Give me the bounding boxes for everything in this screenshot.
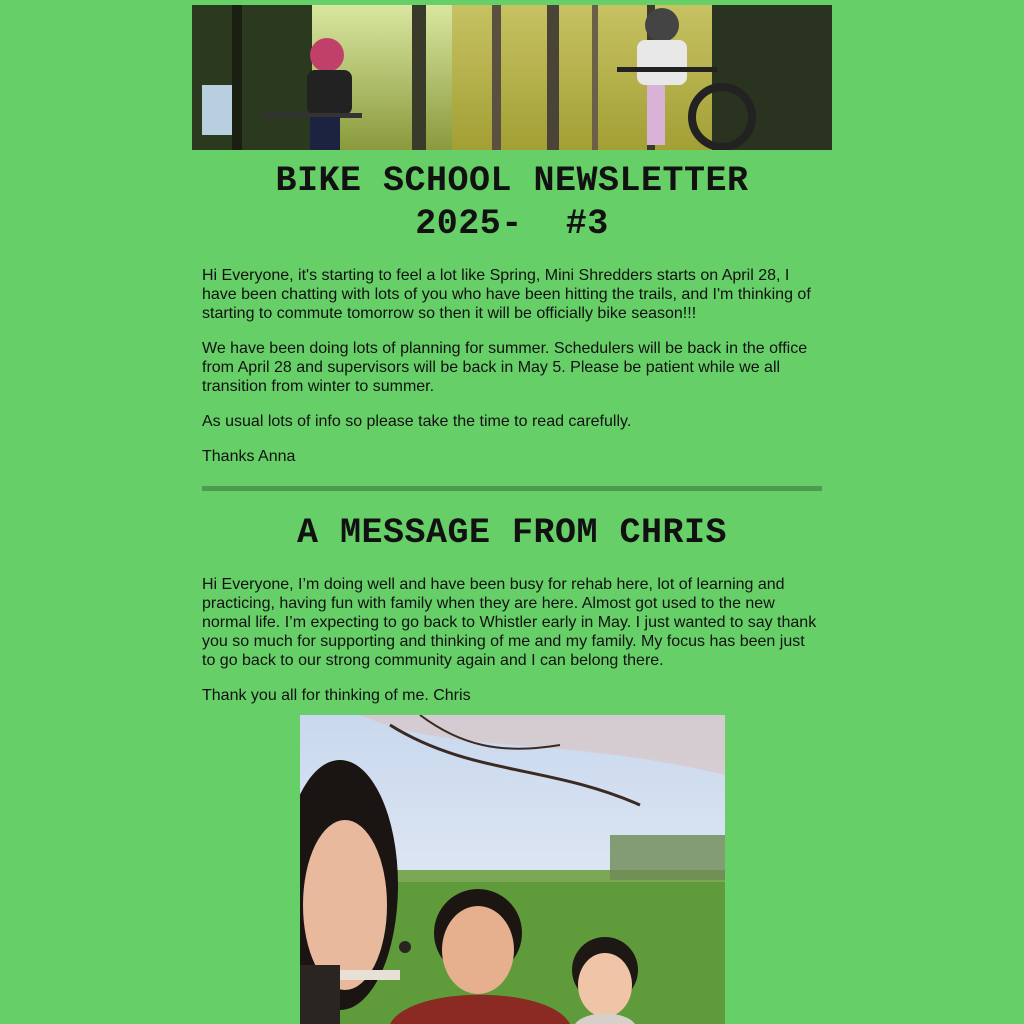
- hero-image-kids-biking: [192, 5, 832, 150]
- chris-paragraph: Hi Everyone, I’m doing well and have been busy for rehab here, lot of learning and practicing, having fun with family when they are here. Almost got used to the new normal life. I’m expecting to go back to Whistler early in May. I just wanted to say thank you so much for supporting and thinking of me and my family. My focus has been just to go back to our strong community again and I can belong there.: [202, 576, 817, 669]
- chris-signoff: Thank you all for thinking of me. Chris: [202, 687, 471, 704]
- intro-paragraph: As usual lots of info so please take the time to read carefully.: [202, 413, 632, 430]
- section-divider: [202, 486, 822, 491]
- chris-message: [202, 575, 822, 721]
- chris-section-title: A MESSAGE FROM CHRIS: [296, 513, 728, 553]
- family-photo: [300, 715, 725, 1024]
- intro-signoff: Thanks Anna: [202, 448, 296, 465]
- intro-paragraph: Hi Everyone, it's starting to feel a lot like Spring, Mini Shredders starts on April 28, I have been chatting with lots of you who have been hitting the trails, and I'm thinking of starting to commute tomorrow so then it will be officially bike season!!!: [202, 267, 811, 322]
- intro-section: [202, 266, 822, 482]
- intro-paragraph: We have been doing lots of planning for summer. Schedulers will be back in the office from April 28 and supervisors will be back in May 5. Please be patient while we all transition from winter to summer.: [202, 340, 808, 395]
- title-line-1: BIKE SCHOOL NEWSLETTER: [275, 161, 749, 201]
- title-line-2: 2025- #3: [415, 204, 609, 244]
- newsletter-title: [192, 160, 832, 246]
